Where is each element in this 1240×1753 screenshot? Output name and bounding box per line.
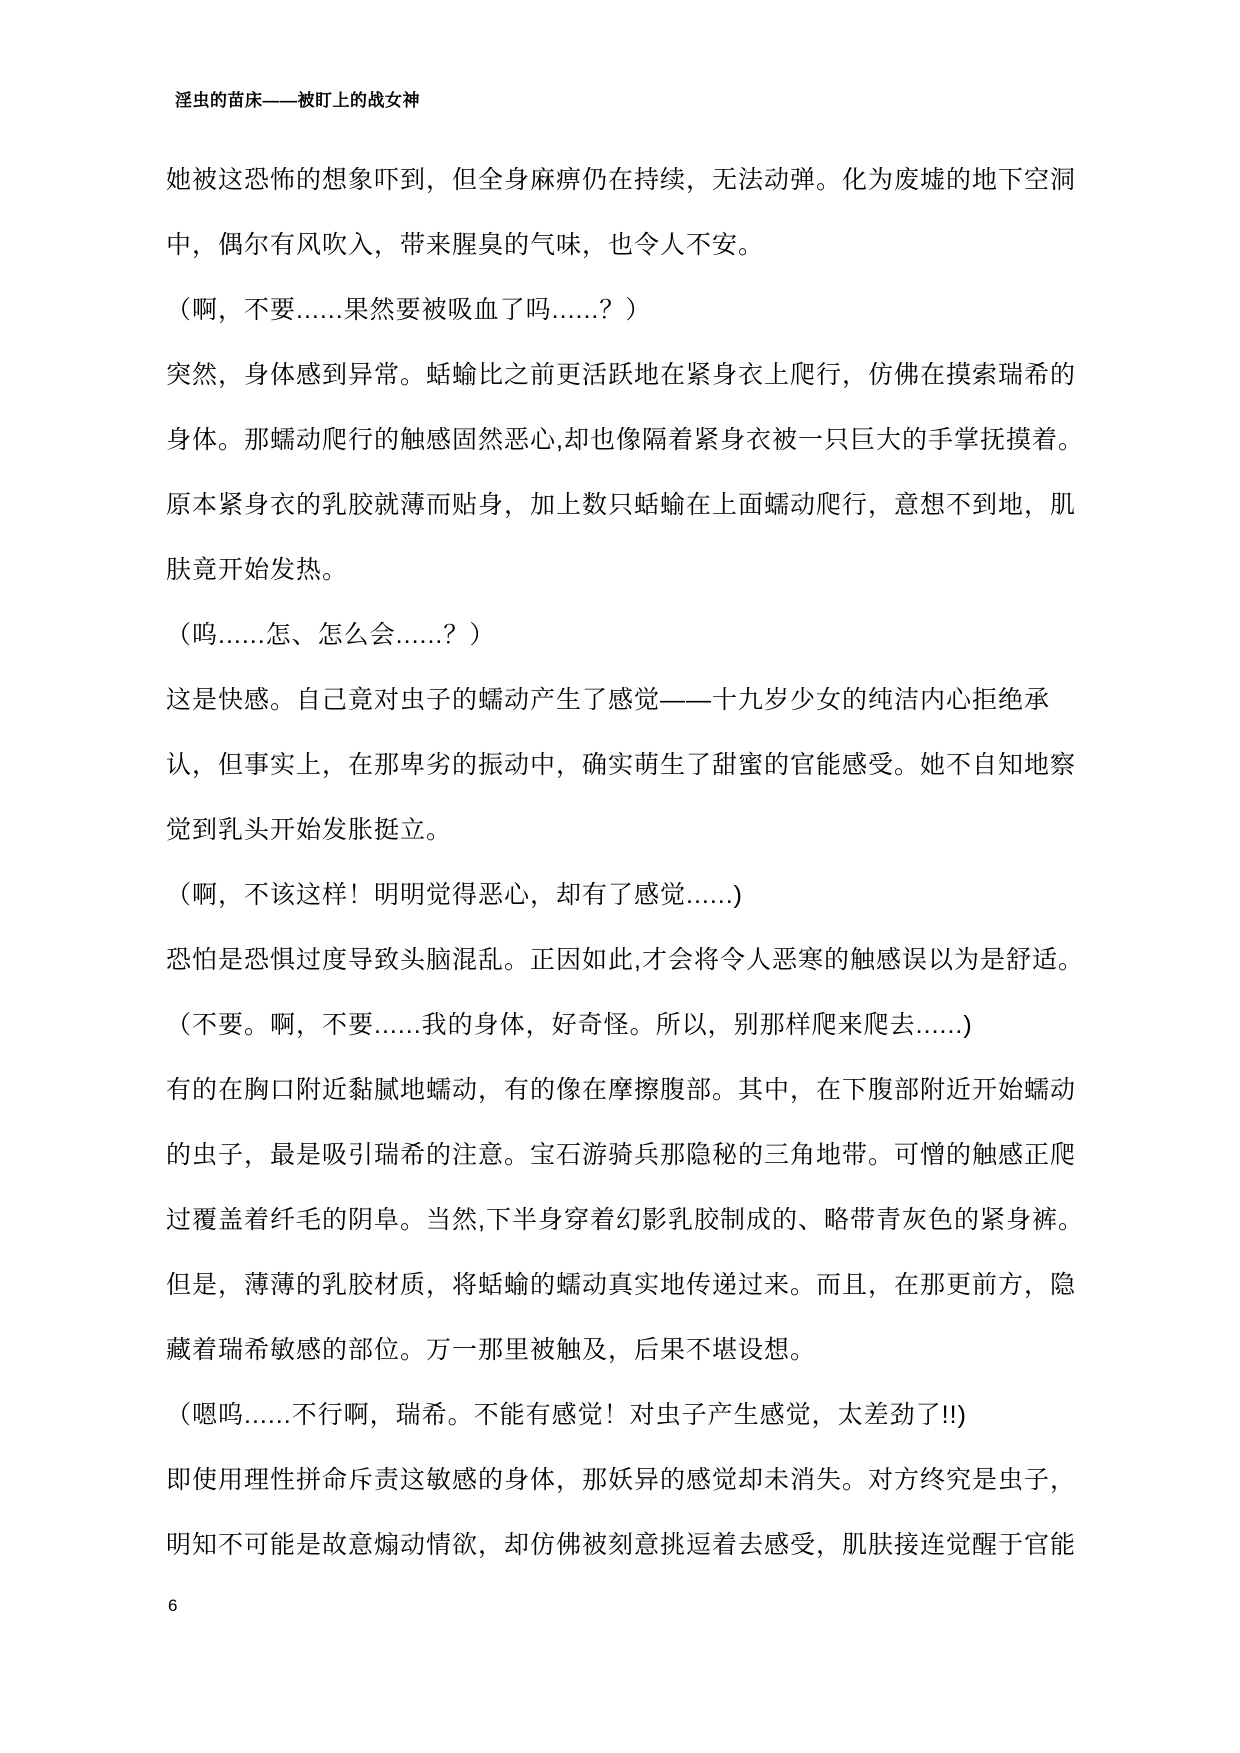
text-line: 认，但事实上，在那卑劣的振动中，确实萌生了甜蜜的官能感受。她不自知地察 xyxy=(166,751,1077,779)
page-number: 6 xyxy=(168,1596,178,1615)
text-line: 即使用理性拼命斥责这敏感的身体，那妖异的感觉却未消失。对方终究是虫子， xyxy=(166,1466,1077,1494)
text-line: 有的在胸口附近黏腻地蠕动，有的像在摩擦腹部。其中，在下腹部附近开始蠕动 xyxy=(166,1076,1077,1104)
text-line: 的虫子，最是吸引瑞希的注意。宝石游骑兵那隐秘的三角地带。可憎的触感正爬 xyxy=(166,1141,1077,1169)
text-line: （呜......怎、怎么会......？） xyxy=(166,621,496,649)
text-line: 中，偶尔有风吹入，带来腥臭的气味，也令人不安。 xyxy=(166,231,765,259)
text-line: 藏着瑞希敏感的部位。万一那里被触及，后果不堪设想。 xyxy=(166,1336,817,1364)
text-line: 觉到乳头开始发胀挺立。 xyxy=(166,816,453,844)
text-line: 身体。那蠕动爬行的触感固然恶心,却也像隔着紧身衣被一只巨大的手掌抚摸着。 xyxy=(166,426,1084,454)
text-line: （啊，不该这样！明明觉得恶心，却有了感觉......) xyxy=(166,881,744,909)
text-line: 原本紧身衣的乳胶就薄而贴身，加上数只蛞蝓在上面蠕动爬行，意想不到地，肌 xyxy=(166,491,1077,519)
body-text xyxy=(166,148,1096,1578)
text-line: 恐怕是恐惧过度导致头脑混乱。正因如此,才会将令人恶寒的触感误以为是舒适。 xyxy=(166,946,1084,974)
text-line: （啊，不要......果然要被吸血了吗......？） xyxy=(166,296,652,324)
text-line: （不要。啊，不要......我的身体，好奇怪。所以，别那样爬来爬去......) xyxy=(166,1011,973,1039)
page-header-title: 淫虫的苗床——被盯上的战女神 xyxy=(175,91,420,110)
text-line: 突然，身体感到异常。蛞蝓比之前更活跃地在紧身衣上爬行，仿佛在摸索瑞希的 xyxy=(166,361,1077,389)
text-line: 但是，薄薄的乳胶材质，将蛞蝓的蠕动真实地传递过来。而且，在那更前方，隐 xyxy=(166,1271,1077,1299)
text-line: 过覆盖着纤毛的阴阜。当然,下半身穿着幻影乳胶制成的、略带青灰色的紧身裤。 xyxy=(166,1206,1084,1234)
text-line: 她被这恐怖的想象吓到，但全身麻痹仍在持续，无法动弹。化为废墟的地下空洞 xyxy=(166,166,1077,194)
text-line: 肤竟开始发热。 xyxy=(166,556,349,584)
text-line: 明知不可能是故意煽动情欲，却仿佛被刻意挑逗着去感受，肌肤接连觉醒于官能 xyxy=(166,1531,1077,1559)
text-line: （嗯呜......不行啊，瑞希。不能有感觉！对虫子产生感觉，太差劲了!!) xyxy=(166,1401,967,1429)
text-line: 这是快感。自己竟对虫子的蠕动产生了感觉——十九岁少女的纯洁内心拒绝承 xyxy=(166,686,1051,714)
